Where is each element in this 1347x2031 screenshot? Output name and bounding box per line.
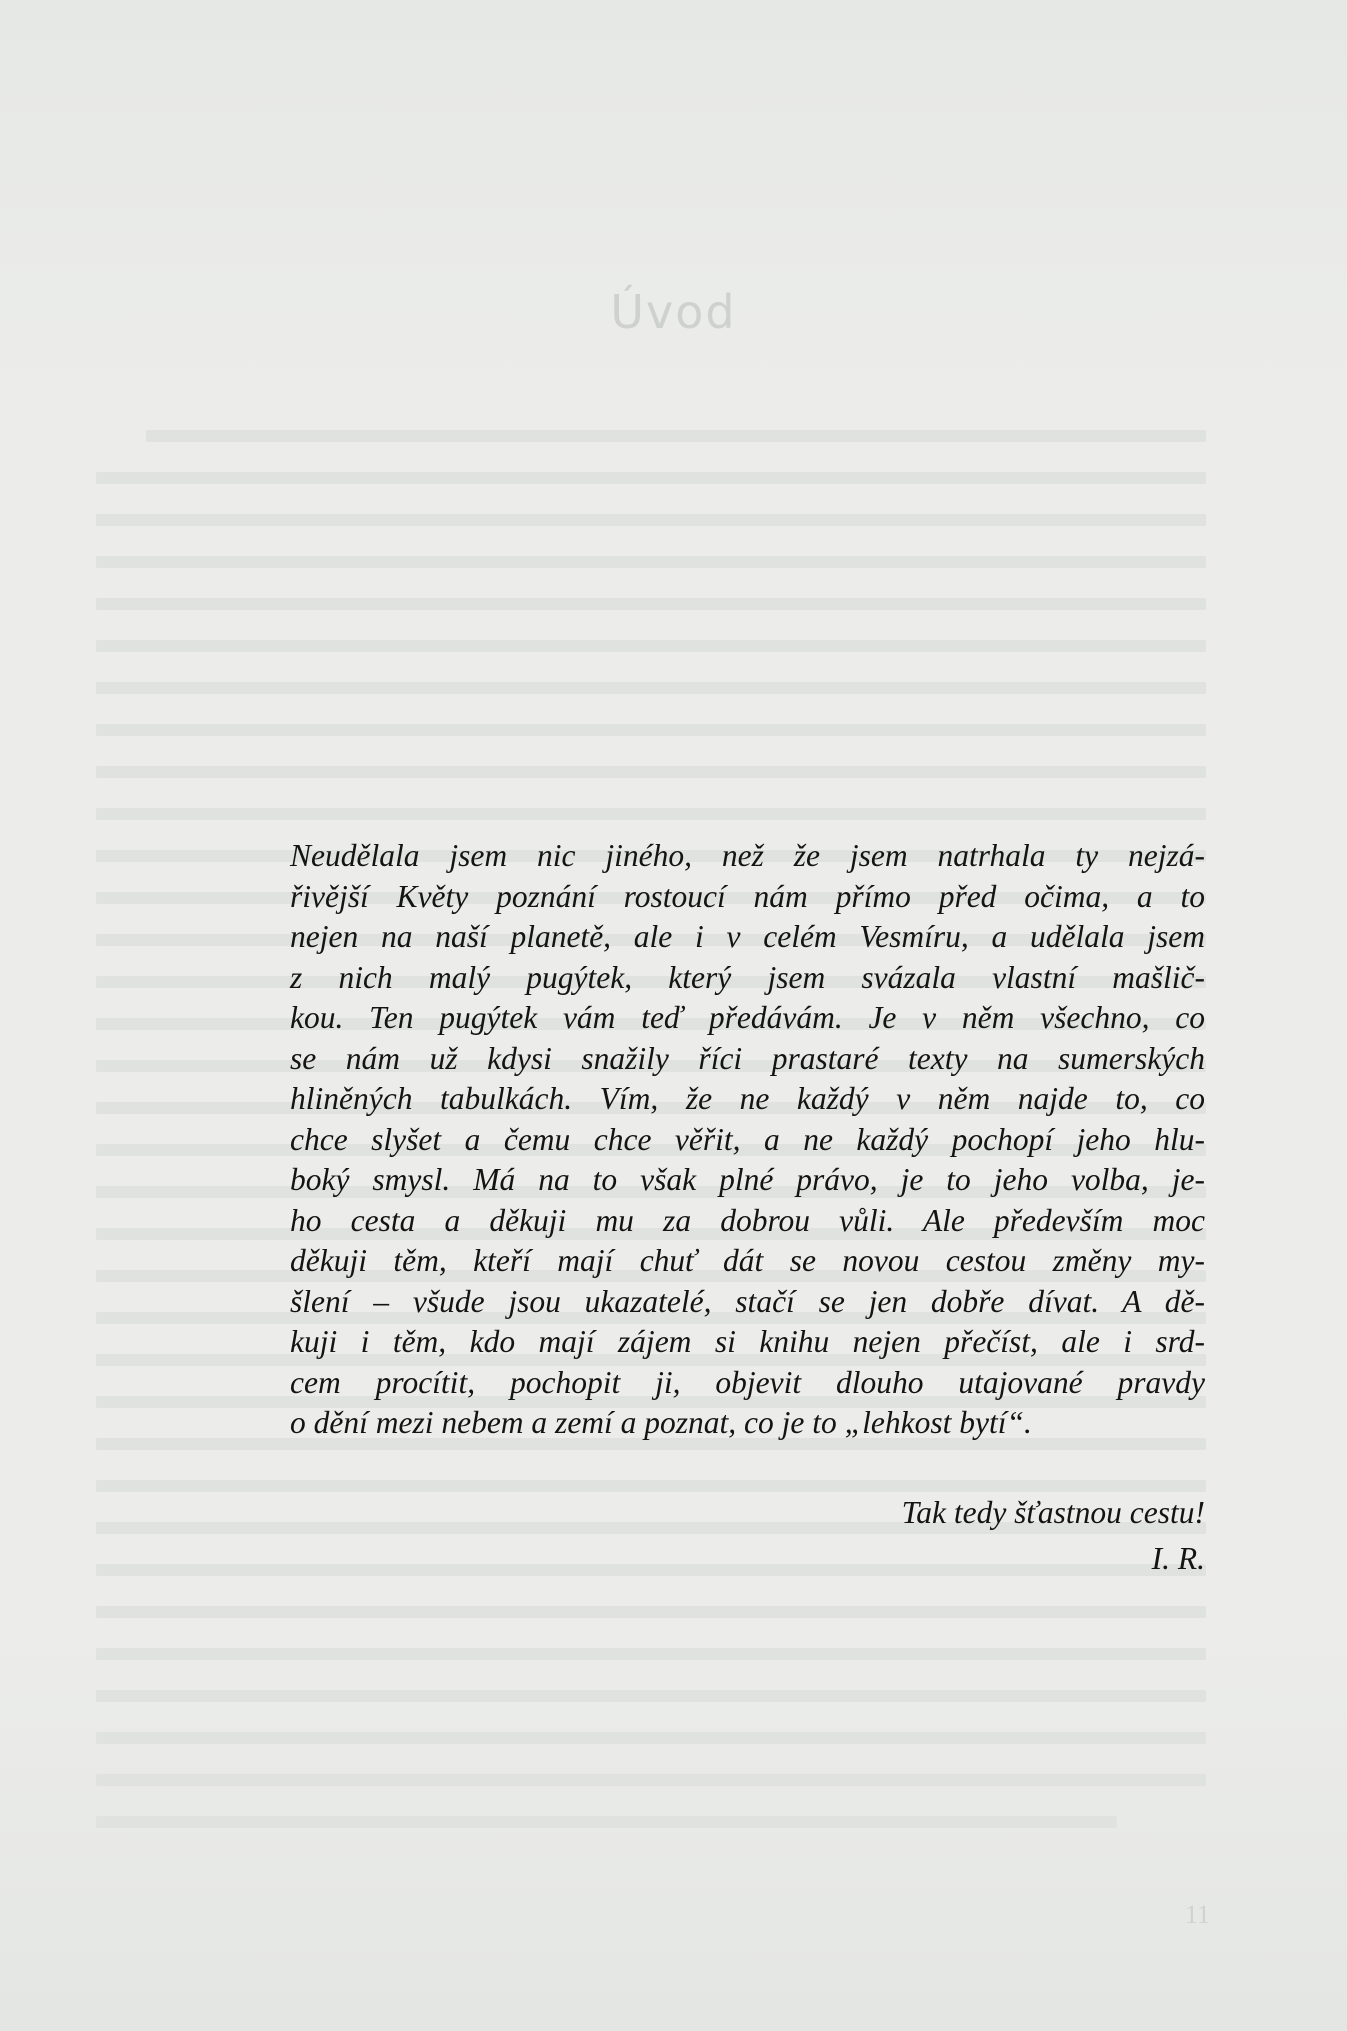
bleed-through-line	[96, 1690, 1206, 1702]
quote-line: ho cesta a děkuji mu za dobrou vůli. Ale především moc	[290, 1202, 1205, 1238]
quote-line: řivější Květy poznání rostoucí nám přímo před očima, a to	[290, 878, 1205, 914]
bleed-through-line	[96, 1816, 1117, 1828]
quote-line: kuji i těm, kdo mají zájem si knihu nejen přečíst, ale i srd-	[290, 1324, 1205, 1359]
page-number: 11	[1184, 1900, 1210, 1929]
quote-line: z nich malý pugýtek, který jsem svázala vlastní mašlič-	[290, 959, 1205, 995]
bleed-through-line	[96, 682, 1206, 694]
closing-wish: Tak tedy šťastnou cestu!	[901, 1495, 1205, 1530]
bleed-through-line	[96, 472, 1206, 484]
quote-line: hliněných tabulkách. Vím, že ne každý v něm najde to, co	[290, 1081, 1205, 1116]
page-heading: Úvod	[610, 285, 737, 339]
bleed-through-line	[96, 766, 1206, 778]
bleed-through-line	[96, 1648, 1206, 1660]
quote-line: kou. Ten pugýtek vám teď předávám. Je v něm všechno, co	[290, 1000, 1205, 1035]
bleed-through-line	[96, 808, 1206, 820]
quote-line: Neudělala jsem nic jiného, než že jsem natrhala ty nejzá-	[290, 838, 1205, 873]
quote-line: chce slyšet a čemu chce věřit, a ne každý pochopí jeho hlu-	[290, 1121, 1205, 1157]
quote-line: děkuji těm, kteří mají chuť dát se novou cestou změny my-	[290, 1243, 1205, 1278]
quote-line: se nám už kdysi snažily říci prastaré texty na sumerských	[290, 1040, 1205, 1076]
bleed-through-line	[96, 1732, 1206, 1744]
bleed-through-line	[96, 1606, 1206, 1618]
quote-line: cem procítit, pochopit ji, objevit dlouho utajované pravdy	[290, 1364, 1205, 1400]
bleed-through-line	[96, 556, 1206, 568]
quote-line: nejen na naší planetě, ale i v celém Vesmíru, a udělala jsem	[290, 919, 1205, 954]
author-signature: I. R.	[1151, 1541, 1205, 1576]
quote-line: o dění mezi nebem a zemí a poznat, co je to „lehkost bytí“.	[290, 1405, 1032, 1440]
quote-line: šlení – všude jsou ukazatelé, stačí se jen dobře dívat. A dě-	[290, 1283, 1205, 1319]
bleed-through-line	[96, 598, 1206, 610]
bleed-through-line	[146, 430, 1206, 442]
bleed-through-line	[96, 640, 1206, 652]
closing-block	[290, 1490, 1205, 1582]
bleed-through-line	[96, 514, 1206, 526]
quote-line: boký smysl. Má na to však plné právo, je to jeho volba, je-	[290, 1162, 1205, 1197]
bleed-through-line	[96, 1774, 1206, 1786]
introduction-quote	[290, 836, 1205, 1444]
bleed-through-line	[96, 724, 1206, 736]
